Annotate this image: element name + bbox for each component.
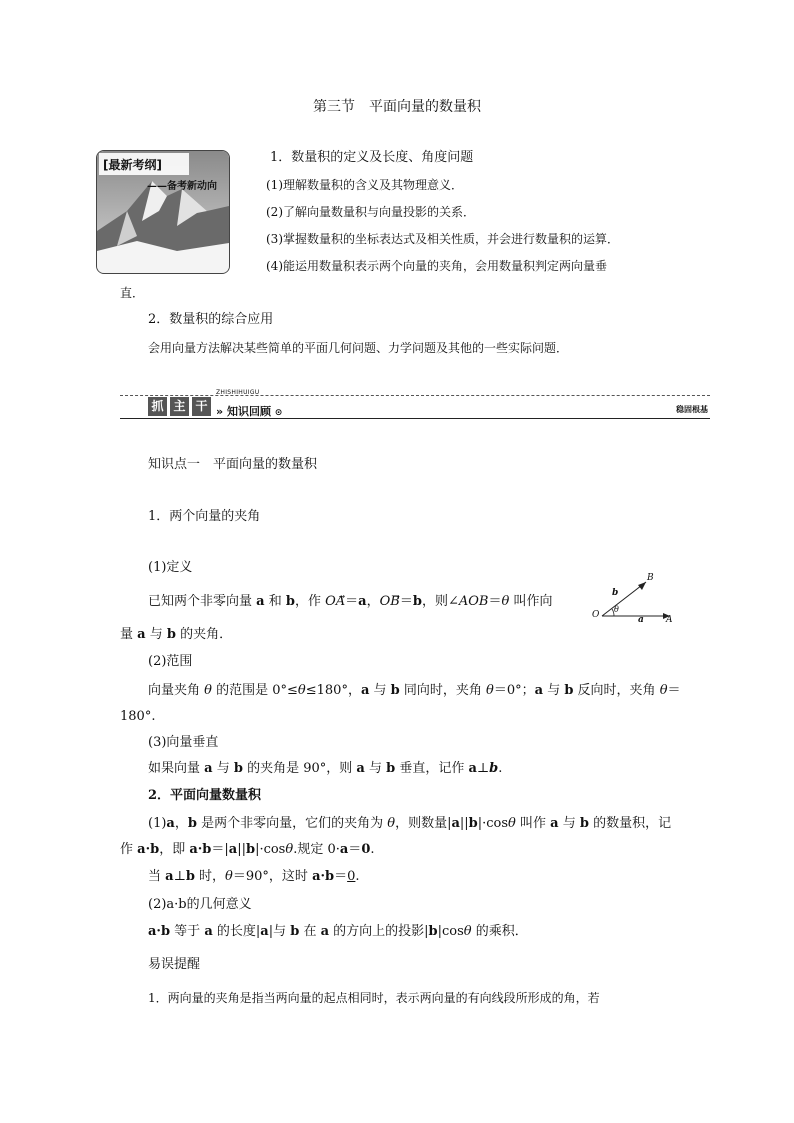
label-a: a <box>638 615 644 625</box>
perpendicular-label: (3)向量垂直 <box>148 735 219 750</box>
geometric-meaning-text: a·b 等于 a 的长度|a|与 b 在 a 的方向上的投影|b|cosθ 的乘积． <box>148 924 528 939</box>
geometric-meaning-label: (2)a·b的几何意义 <box>148 897 252 912</box>
perpendicular-text: 如果向量 a 与 b 的夹角是 90°，则 a 与 b 垂直，记作 a⊥b. <box>148 761 503 776</box>
syllabus-sub-1: (1)理解数量积的含义及其物理意义． <box>266 178 463 192</box>
range-text-2: 180°. <box>120 709 156 724</box>
dot-product-text-3: 当 a⊥b 时，θ＝90°，这时 a·b＝0. <box>148 869 360 884</box>
banner-underline <box>120 418 710 419</box>
image-badge-sublabel: ——备考新动向 <box>147 181 217 192</box>
label-O: O <box>592 610 600 620</box>
syllabus-sub-4-cont: 直． <box>120 286 145 300</box>
tip-text-1: 1．两向量的夹角是指当两向量的起点相同时，表示两向量的有向线段所形成的角，若 <box>148 991 600 1005</box>
banner-char-3: 干 <box>192 397 211 416</box>
tip-label: 易误提醒 <box>148 957 201 972</box>
range-label: (2)范围 <box>148 654 193 669</box>
definition-label: (1)定义 <box>148 560 193 575</box>
syllabus-sub-2: (2)了解向量数量积与向量投影的关系． <box>266 205 475 219</box>
banner-dotted-line <box>120 395 710 396</box>
banner-label: 知识回顾 <box>226 405 271 418</box>
banner-char-2: 主 <box>170 397 189 416</box>
dot-product-text-1: (1)a，b 是两个非零向量，它们的夹角为 θ，则数量|a||b|·cosθ 叫作 a 与 b 的数量积，记 <box>148 816 672 831</box>
label-A: A <box>666 615 673 625</box>
label-b: b <box>612 588 619 598</box>
chevron-right-icon: » <box>216 405 224 418</box>
banner-right-label: 稳固根基 <box>676 405 708 414</box>
angle-diagram <box>590 572 680 628</box>
label-theta: θ <box>614 605 619 614</box>
page-title: 第三节 平面向量的数量积 <box>313 99 481 115</box>
syllabus-sub-4: (4)能运用数量积表示两个向量的夹角，会用数量积判定两向量垂 <box>266 259 608 273</box>
definition-text-2: 量 a 与 b 的夹角． <box>120 627 233 642</box>
mountain-image <box>96 150 230 274</box>
image-badge-label: [最新考纲] <box>103 158 162 172</box>
syllabus-item-2: 2．数量积的综合应用 <box>148 312 274 327</box>
syllabus-item-1: 1．数量积的定义及长度、角度问题 <box>270 150 474 165</box>
definition-text-1: 已知两个非零向量 a 和 b，作 OA⃗＝a，OB⃗＝b，则∠AOB＝θ 叫作向 <box>148 594 553 609</box>
play-circle-icon: ⊙ <box>274 408 283 418</box>
section-banner <box>120 389 710 419</box>
label-B: B <box>647 573 654 583</box>
dot-product-text-2: 作 a·b，即 a·b＝|a||b|·cosθ.规定 0·a＝0. <box>120 842 375 857</box>
range-text-1: 向量夹角 θ 的范围是 0°≤θ≤180°，a 与 b 同向时，夹角 θ＝0°；a 与 b 反向时，夹角 θ＝ <box>148 683 681 698</box>
banner-pinyin: ZHISHIHUIGU <box>216 389 260 396</box>
section-heading: 知识点一 平面向量的数量积 <box>148 457 318 472</box>
syllabus-item-2-text: 会用向量方法解决某些简单的平面几何问题、力学问题及其他的一些实际问题． <box>148 341 569 355</box>
subsection-dot-product: 2．平面向量数量积 <box>148 788 262 803</box>
banner-char-1: 抓 <box>148 397 167 416</box>
syllabus-sub-3: (3)掌握数量积的坐标表达式及相关性质，并会进行数量积的运算． <box>266 232 620 246</box>
subsection-angle: 1．两个向量的夹角 <box>148 509 261 524</box>
